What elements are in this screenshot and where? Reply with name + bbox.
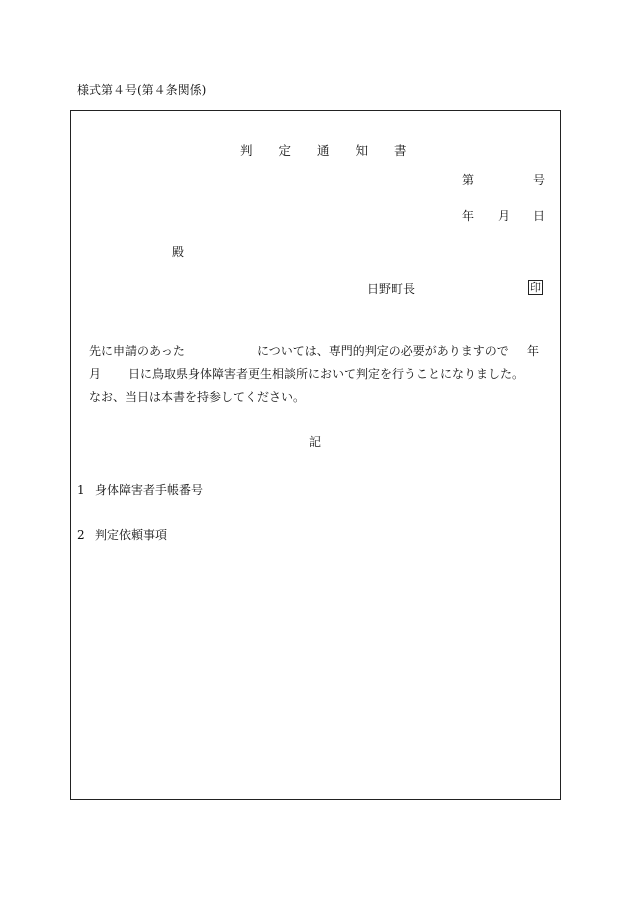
ki-heading: 記 [309,435,322,449]
date-year: 年 [462,209,475,223]
body-line3: なお、当日は本書を持参してください。 [89,390,306,404]
seal-mark [528,280,543,295]
item-label: 判定依頼事項 [95,528,168,542]
issuer-name: 日野町長 [367,282,416,296]
item-label: 身体障害者手帳番号 [95,483,204,497]
body-line1-part1: 先に申請のあった [89,344,185,358]
body-line1-part2: については、専門的判定の必要がありますので [257,344,509,358]
body-line2-part2: 日に鳥取県身体障害者更生相談所において判定を行うことになりました。 [128,367,525,381]
number-prefix: 第 [462,173,475,187]
body-line1-part3: 年 [527,344,540,358]
date-month: 月 [498,209,511,223]
document-frame [70,110,561,800]
item-number: 1 [77,483,85,497]
document-title: 判定通知書 [240,143,433,158]
form-number: 様式第４号(第４条関係) [77,83,207,97]
seal-label: 印 [530,281,541,294]
date-day: 日 [533,209,546,223]
addressee-honorific: 殿 [172,245,185,259]
number-suffix: 号 [533,173,546,187]
body-line2-part1: 月 [89,367,102,381]
item-number: 2 [77,528,85,542]
